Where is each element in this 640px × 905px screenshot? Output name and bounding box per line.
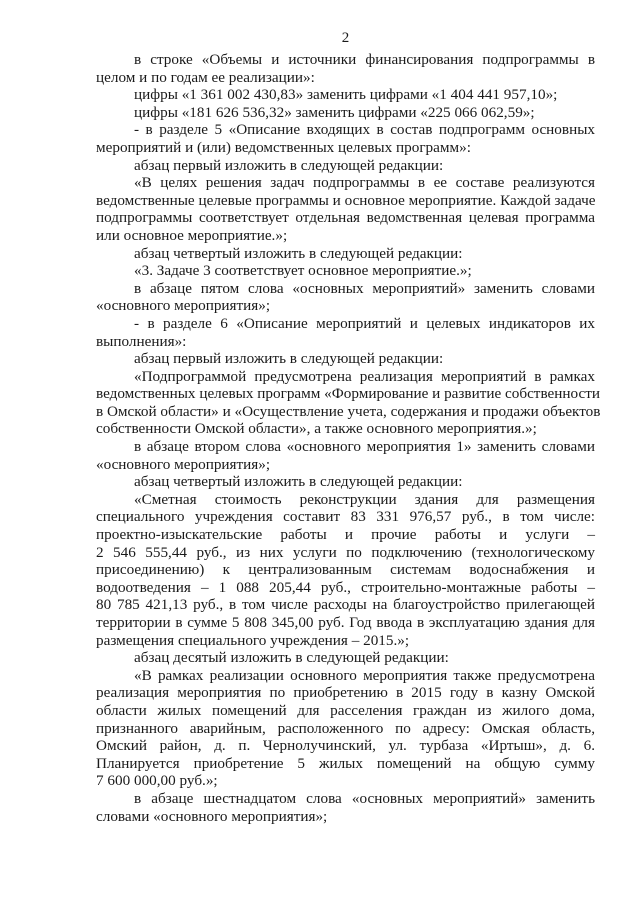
text-line: Омский район, д. п. Чернолучинский, ул. турбаза «Иртыш», д. 6. [96,737,595,755]
text-line: признанного аварийным, расположенного по адресу: Омская область, [96,719,595,737]
text-line: в абзаце втором слова «основного мероприятия 1» заменить словами [134,438,595,456]
text-line: в строке «Объемы и источники финансирования подпрограммы в [134,51,595,68]
text-line: абзац четвертый изложить в следующей редакции: [134,244,463,262]
text-line: «основного мероприятия»; [96,297,271,315]
text-line: «В целях решения задач подпрограммы в ее составе реализуются [134,174,595,192]
text-line: 7 600 000,00 руб.»; [96,772,218,790]
text-line: мероприятий и (или) ведомственных целевых программ»: [96,138,471,156]
text-line: абзац четвертый изложить в следующей редакции: [134,473,463,491]
text-line: размещения специального учреждения – 2015.»; [96,631,410,649]
page-number: 2 [341,30,350,46]
text-line: собственности Омской области», а также основного мероприятия.»; [96,420,537,438]
text-line: целом и по годам ее реализации»: [96,68,315,86]
text-line: абзац первый изложить в следующей редакции: [134,350,444,368]
text-line: «3. Задаче 3 соответствует основное мероприятие.»; [134,262,472,280]
text-line: в абзаце пятом слова «основных мероприятий» заменить словами [134,279,595,297]
text-line: «основного мероприятия»; [96,455,271,473]
text-line: словами «основного мероприятия»; [96,807,328,825]
text-line: или основное мероприятие.»; [96,226,288,244]
text-line: Планируется приобретение 5 жилых помещений на общую сумму [96,754,595,772]
text-line: области жилых помещений для расселения граждан из жилого дома, [96,701,595,719]
text-line: подпрограммы соответствует отдельная ведомственная целевая программа [96,209,595,227]
text-line: «Сметная стоимость реконструкции здания для размещения [134,490,595,508]
text-line: выполнения»: [96,332,187,350]
text-line: в Омской области» и «Осуществление учета, содержания и продажи объектов [96,402,601,420]
text-line: в абзаце шестнадцатом слова «основных мероприятий» заменить [134,789,595,807]
text-line: цифры «181 626 536,32» заменить цифрами «225 066 062,59»; [134,103,535,121]
text-line: абзац десятый изложить в следующей редакции: [134,649,449,667]
text-line: 2 546 555,44 руб., из них услуги по подключению (технологическому [96,543,595,561]
text-line: водоотведения – 1 088 205,44 руб., строительно-монтажные работы – [96,578,595,596]
text-line: абзац первый изложить в следующей редакции: [134,156,444,174]
text-line: - в разделе 5 «Описание входящих в состав подпрограмм основных [134,121,595,139]
text-line: специального учреждения составит 83 331 976,57 руб., в том числе: [96,508,595,526]
text-line: проектно-изыскательские работы и прочие работы и услуги – [96,526,595,544]
text-line: 80 785 421,13 руб., в том числе расходы на благоустройство прилегающей [96,596,595,614]
text-line: ведомственных целевых программ «Формирование и развитие собственности [96,385,601,403]
text-line: «Подпрограммой предусмотрена реализация мероприятий в рамках [134,367,595,385]
text-line: территории в сумме 5 808 345,00 руб. Год ввода в эксплуатацию здания для [96,614,595,631]
document-body [96,51,601,825]
text-line: присоединению) к централизованным системам водоснабжения и [96,561,595,579]
text-line: реализация мероприятия по приобретению в 2015 году в казну Омской [96,684,595,702]
text-line: цифры «1 361 002 430,83» заменить цифрами «1 404 441 957,10»; [134,86,558,104]
text-line: ведомственные целевые программы и основное мероприятие. Каждой задаче [96,191,596,209]
text-line: - в разделе 6 «Описание мероприятий и целевых индикаторов их [134,314,595,332]
text-line: «В рамках реализации основного мероприятия также предусмотрена [134,666,595,684]
